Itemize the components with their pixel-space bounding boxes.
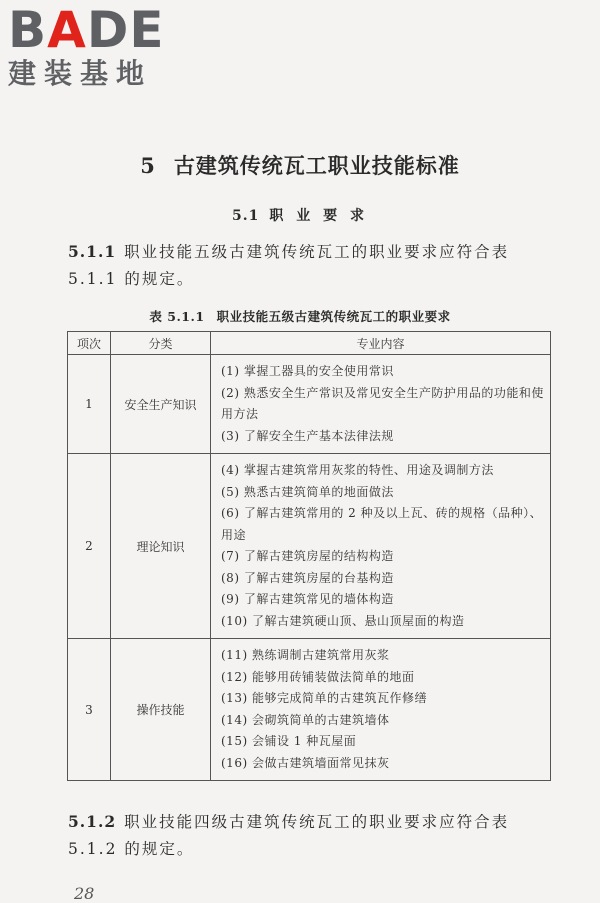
logo-letter-b: B <box>8 1 48 59</box>
content-item: (13) 能够完成简单的古建筑瓦作修缮 <box>221 691 427 705</box>
content-item: (14) 会砌筑简单的古建筑墙体 <box>221 712 390 727</box>
table-caption-title: 职业技能五级古建筑传统瓦工的职业要求 <box>216 309 451 324</box>
content-item: (7) 了解古建筑房屋的结构构造 <box>221 549 394 563</box>
logo-subtitle: 建装基地 <box>8 57 153 90</box>
content-item: (3) 了解安全生产基本法律法规 <box>221 428 394 443</box>
table-caption <box>0 307 600 325</box>
requirements-table <box>67 331 551 781</box>
row-category: 安全生产知识 <box>111 355 211 454</box>
chapter-number: 5 <box>140 153 156 178</box>
clause-number: 5.1.1 <box>68 242 117 261</box>
content-item: (5) 熟悉古建筑简单的地面做法 <box>221 484 394 499</box>
content-item: (11) 熟练调制古建筑常用灰浆 <box>221 648 390 662</box>
row-number: 3 <box>68 639 111 781</box>
table-row <box>68 639 551 781</box>
section-number: 5.1 <box>232 208 260 224</box>
content-item: (6) 了解古建筑常用的 2 种及以上瓦、砖的规格（品种）、用途 <box>221 506 543 542</box>
table-caption-number: 表 5.1.1 <box>149 309 205 324</box>
content-item: (16) 会做古建筑墙面常见抹灰 <box>221 755 390 770</box>
clause-5-1-1 <box>68 238 546 293</box>
chapter-title-text: 古建筑传统瓦工职业技能标准 <box>173 153 460 178</box>
page-number: 28 <box>74 884 95 903</box>
content-item: (4) 掌握古建筑常用灰浆的特性、用途及调制方法 <box>221 463 494 477</box>
section-title-text: 职 业 要 求 <box>269 208 368 224</box>
content-item: (8) 了解古建筑房屋的台基构造 <box>221 570 394 585</box>
row-content <box>211 454 551 639</box>
row-number: 2 <box>68 454 111 639</box>
clause-number: 5.1.2 <box>68 812 117 831</box>
table-row <box>68 454 551 639</box>
content-item: (15) 会铺设 1 种瓦屋面 <box>221 734 357 748</box>
logo-wordmark <box>8 1 165 59</box>
table-header-row <box>68 332 551 355</box>
header-category: 分类 <box>111 332 211 355</box>
row-content <box>211 355 551 454</box>
content-item: (12) 能够用砖铺装做法简单的地面 <box>221 669 415 684</box>
logo-letter-a: A <box>47 1 87 59</box>
site-logo <box>8 1 165 90</box>
row-content <box>211 639 551 781</box>
content-item: (1) 掌握工器具的安全使用常识 <box>221 364 394 378</box>
section-title <box>0 205 600 225</box>
header-content: 专业内容 <box>211 332 551 355</box>
content-item: (2) 熟悉安全生产常识及常见安全生产防护用品的功能和使用方法 <box>221 385 544 421</box>
clause-text: 职业技能四级古建筑传统瓦工的职业要求应符合表 5.1.2 的规定。 <box>68 813 510 858</box>
row-number: 1 <box>68 355 111 454</box>
row-category: 操作技能 <box>111 639 211 781</box>
clause-text: 职业技能五级古建筑传统瓦工的职业要求应符合表 5.1.1 的规定。 <box>68 243 510 288</box>
logo-letters-de: DE <box>86 1 165 59</box>
table-row <box>68 355 551 454</box>
header-no: 项次 <box>68 332 111 355</box>
clause-5-1-2 <box>68 808 546 863</box>
chapter-title <box>0 150 600 180</box>
content-item: (9) 了解古建筑常见的墙体构造 <box>221 592 394 606</box>
content-item: (10) 了解古建筑硬山顶、悬山顶屋面的构造 <box>221 613 465 628</box>
row-category: 理论知识 <box>111 454 211 639</box>
